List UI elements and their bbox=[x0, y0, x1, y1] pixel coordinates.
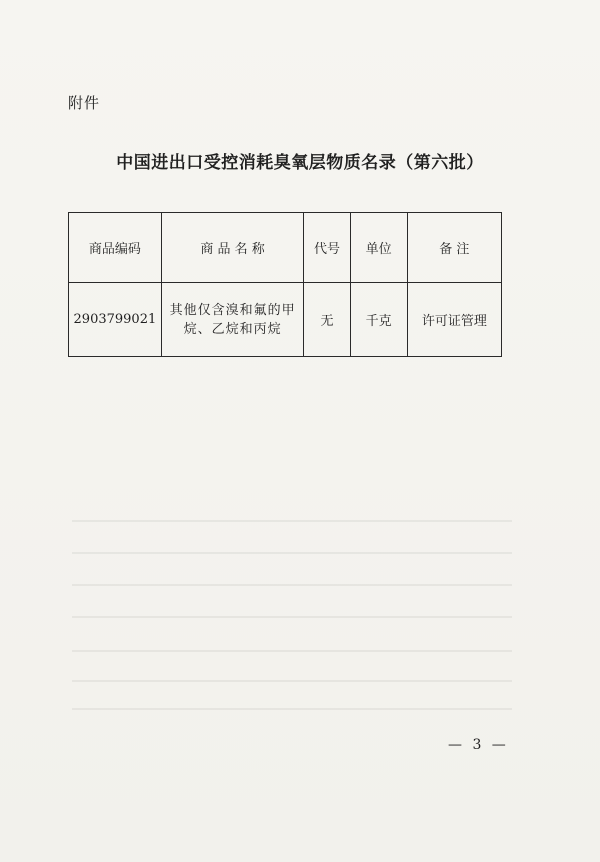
bleed-through-line bbox=[72, 552, 512, 554]
header-commodity-name: 商 品 名 称 bbox=[161, 213, 304, 283]
cell-symbol: 无 bbox=[304, 283, 350, 357]
bleed-through-line bbox=[72, 616, 512, 618]
table-header-row bbox=[69, 213, 502, 283]
attachment-label: 附件 bbox=[68, 94, 101, 112]
cell-commodity-code: 2903799021 bbox=[69, 283, 162, 357]
document-title: 中国进出口受控消耗臭氧层物质名录（第六批） bbox=[116, 153, 484, 173]
bleed-through-line bbox=[72, 650, 512, 652]
header-symbol: 代号 bbox=[304, 213, 350, 283]
header-remark: 备 注 bbox=[407, 213, 501, 283]
header-unit: 单位 bbox=[350, 213, 407, 283]
bleed-through-line bbox=[72, 520, 512, 522]
bleed-through-line bbox=[72, 680, 512, 682]
substance-catalog-table bbox=[68, 212, 502, 357]
cell-unit: 千克 bbox=[350, 283, 407, 357]
bleed-through-line bbox=[72, 584, 512, 586]
header-commodity-code: 商品编码 bbox=[69, 213, 162, 283]
table-row bbox=[69, 283, 502, 357]
page-number: — 3 — bbox=[448, 737, 509, 753]
bleed-through-line bbox=[72, 708, 512, 710]
cell-remark: 许可证管理 bbox=[407, 283, 501, 357]
cell-commodity-name: 其他仅含溴和氟的甲烷、乙烷和丙烷 bbox=[161, 283, 304, 357]
